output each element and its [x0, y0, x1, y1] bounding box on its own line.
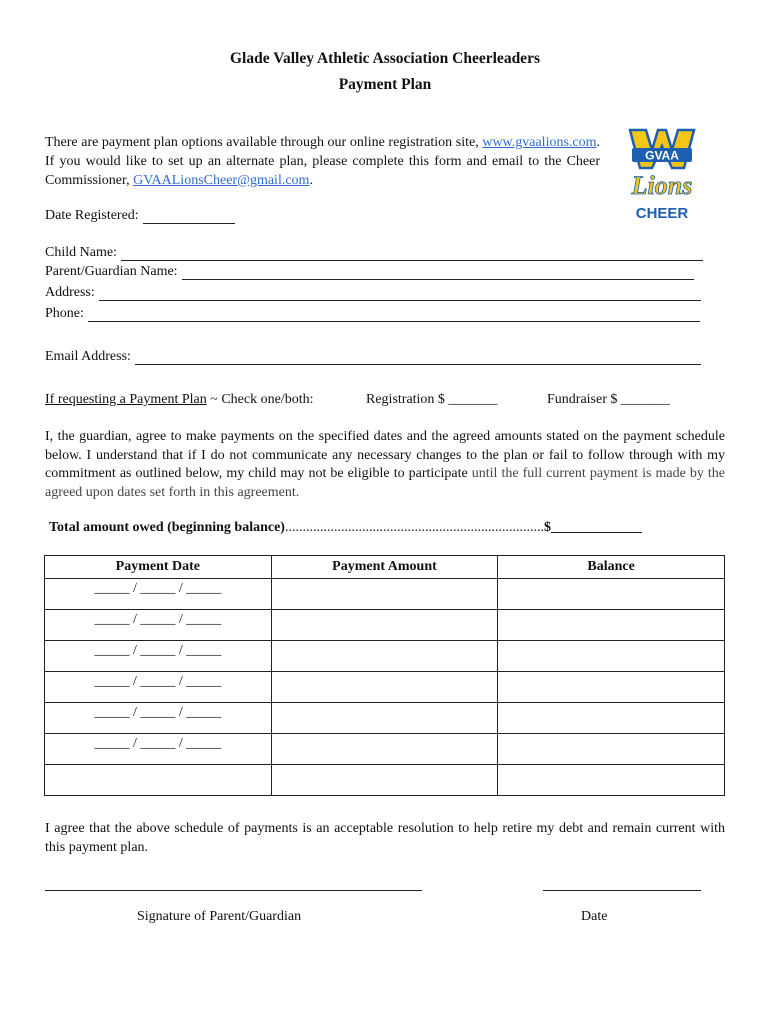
- logo-cheer-text: CHEER: [635, 205, 689, 222]
- table-row: [45, 734, 725, 765]
- date-cell[interactable]: _____ / _____ / _____: [45, 703, 272, 734]
- registration-option[interactable]: Registration $ _______: [366, 392, 498, 407]
- total-owed-value[interactable]: $_____________: [543, 520, 642, 535]
- logo-gvaa-text: GVAA: [645, 148, 679, 163]
- request-suffix: ~ Check one/both:: [206, 392, 314, 407]
- amount-cell[interactable]: [271, 610, 498, 641]
- parent-name-field[interactable]: [45, 264, 694, 280]
- lions-logo-graphic: [626, 126, 698, 226]
- date-cell[interactable]: _____ / _____ / _____: [45, 641, 272, 672]
- child-name-line[interactable]: [121, 246, 703, 261]
- balance-cell[interactable]: [498, 641, 725, 672]
- agreement-text-continued: until the full current payment is made by the agreed upon dates set forth in this agreement.: [45, 466, 725, 500]
- address-label: Address:: [45, 285, 95, 300]
- date-signature-line[interactable]: [543, 889, 701, 891]
- date-registered-field[interactable]: [45, 208, 235, 224]
- email-link[interactable]: GVAALionsCheer@gmail.com: [133, 173, 310, 188]
- phone-label: Phone:: [45, 306, 84, 321]
- parent-name-line[interactable]: [182, 265, 694, 280]
- page-title: Payment Plan: [338, 76, 432, 93]
- table-row: [45, 672, 725, 703]
- logo-lions-text: Lions: [631, 171, 693, 200]
- intro-text-1: There are payment plan options available through our online registration site,: [45, 135, 479, 150]
- header-balance: Balance: [498, 556, 725, 579]
- balance-cell[interactable]: [498, 703, 725, 734]
- agreement-paragraph: [45, 428, 725, 502]
- address-field[interactable]: [45, 285, 701, 301]
- parent-name-label: Parent/Guardian Name:: [45, 264, 178, 279]
- closing-paragraph: I agree that the above schedule of payments is an acceptable resolution to help retire my debt and remain current with this payment plan.: [45, 821, 725, 855]
- table-row: [45, 641, 725, 672]
- amount-cell[interactable]: [271, 703, 498, 734]
- header-payment-amount: Payment Amount: [271, 556, 498, 579]
- date-signature-label: Date: [581, 909, 608, 924]
- table-row: [45, 765, 725, 796]
- intro-paragraph: [45, 133, 600, 190]
- amount-cell[interactable]: [271, 641, 498, 672]
- table-row: [45, 610, 725, 641]
- amount-cell[interactable]: [271, 734, 498, 765]
- header-payment-date: Payment Date: [45, 556, 272, 579]
- date-cell[interactable]: _____ / _____ / _____: [45, 610, 272, 641]
- gvaa-lions-logo: [626, 126, 698, 226]
- date-cell[interactable]: _____ / _____ / _____: [45, 579, 272, 610]
- date-registered-label: Date Registered:: [45, 208, 139, 223]
- date-registered-line[interactable]: [143, 209, 235, 224]
- email-label: Email Address:: [45, 349, 131, 364]
- agreement-text: I, the guardian, agree to make payments on the specified dates and the agreed amounts stated on the payment schedule below. I understand that if I do not communicate any necessary changes to the plan or fail to follow through with my commitment as outlined below, my child may not be eligible to participate: [45, 429, 725, 481]
- date-cell[interactable]: _____ / _____ / _____: [45, 672, 272, 703]
- balance-cell[interactable]: [498, 610, 725, 641]
- payment-schedule-table: [44, 555, 725, 796]
- total-owed-dots: ..........................................................................: [284, 520, 544, 535]
- intro-text-2: . If you would like to set up an alternate plan, please complete this form and email to the Cheer Commissioner,: [45, 135, 601, 188]
- total-owed-label: Total amount owed (beginning balance): [49, 520, 285, 535]
- balance-cell[interactable]: [498, 765, 725, 796]
- child-name-field[interactable]: [45, 245, 703, 261]
- parent-signature-line[interactable]: [45, 889, 422, 891]
- intro-text-3: .: [309, 173, 313, 188]
- table-row: [45, 703, 725, 734]
- website-link[interactable]: www.gvaalions.com: [482, 135, 597, 150]
- amount-cell[interactable]: [271, 765, 498, 796]
- balance-cell[interactable]: [498, 579, 725, 610]
- balance-cell[interactable]: [498, 734, 725, 765]
- date-cell[interactable]: _____ / _____ / _____: [45, 734, 272, 765]
- email-line[interactable]: [135, 350, 701, 365]
- table-header-row: [45, 556, 725, 579]
- total-owed-row: [49, 520, 642, 536]
- organization-title: Glade Valley Athletic Association Cheerleaders: [230, 50, 540, 67]
- request-label: If requesting a Payment Plan: [45, 392, 207, 407]
- date-cell[interactable]: [45, 765, 272, 796]
- amount-cell[interactable]: [271, 672, 498, 703]
- email-field[interactable]: [45, 349, 701, 365]
- phone-field[interactable]: [45, 306, 700, 322]
- balance-cell[interactable]: [498, 672, 725, 703]
- child-name-label: Child Name:: [45, 245, 117, 260]
- amount-cell[interactable]: [271, 579, 498, 610]
- phone-line[interactable]: [88, 307, 700, 322]
- payment-plan-request: [45, 392, 313, 408]
- address-line[interactable]: [99, 286, 701, 301]
- fundraiser-option[interactable]: Fundraiser $ _______: [547, 392, 670, 407]
- parent-signature-label: Signature of Parent/Guardian: [137, 909, 302, 924]
- table-row: [45, 579, 725, 610]
